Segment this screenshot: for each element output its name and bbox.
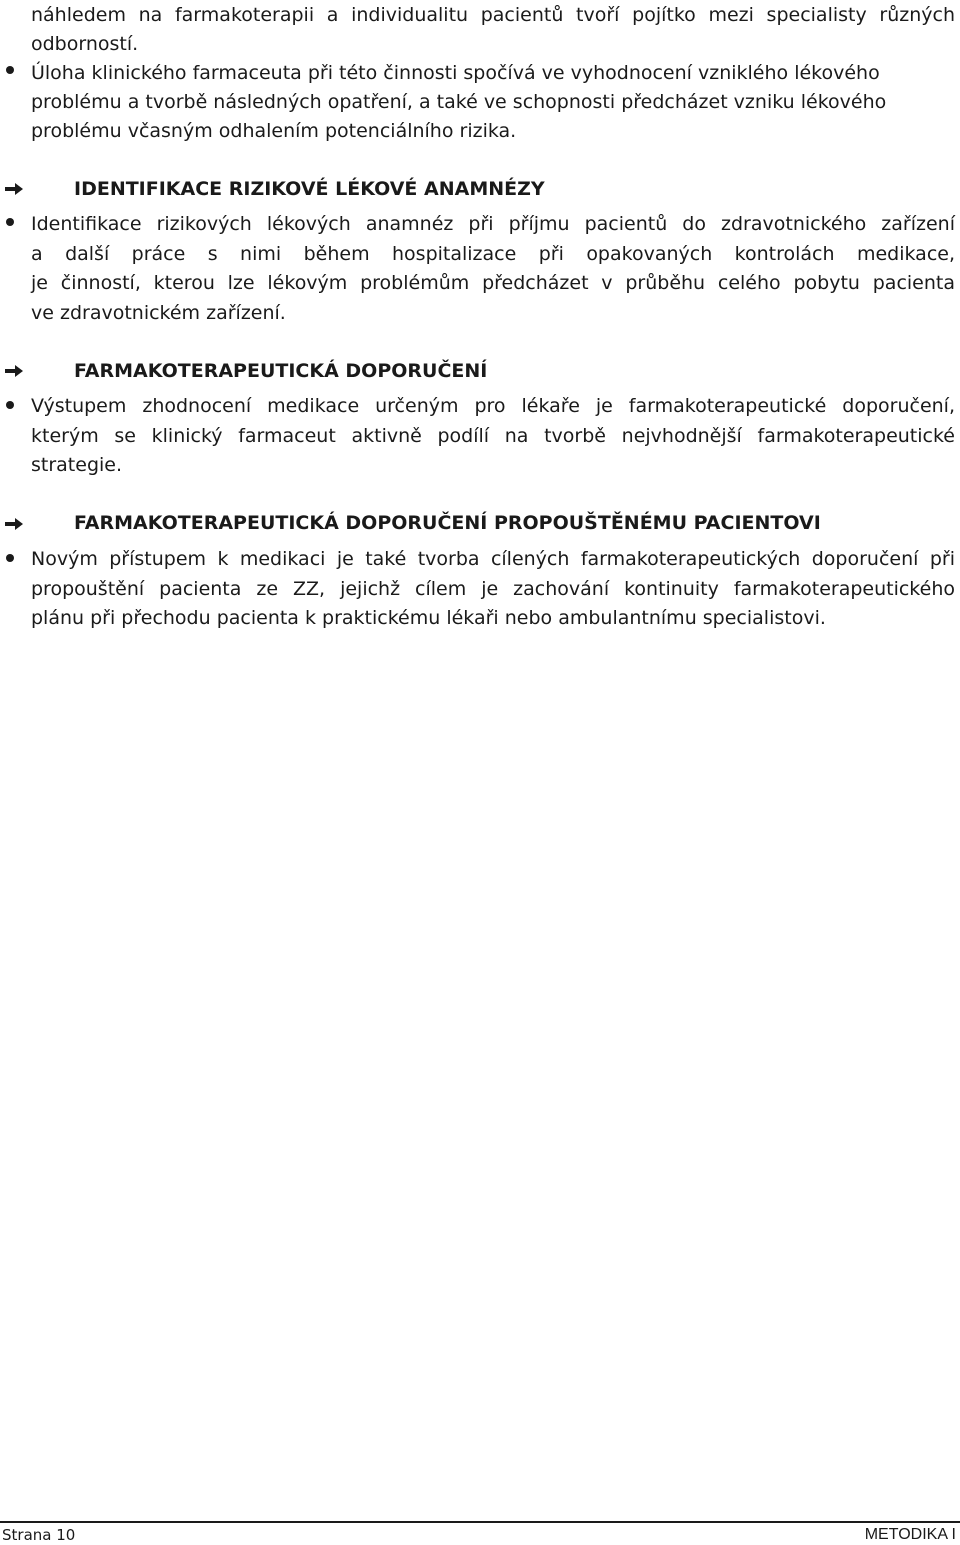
section-3-line-1: Novým přístupem k medikaci je také tvorba cílených farmakoterapeutických doporučení při [31,548,955,570]
section-2-line-1: Výstupem zhodnocení medikace určeným pro lékaře je farmakoterapeutické doporučení, [31,395,955,417]
arrow-right-icon [4,181,24,197]
section-heading-doporuceni: FARMAKOTERAPEUTICKÁ DOPORUČENÍ [74,360,488,382]
section-1-line-1: Identifikace rizikových lékových anamnéz při příjmu pacientů do zdravotnického zařízení [31,213,955,235]
section-1-line-4: ve zdravotnickém zařízení. [31,302,286,324]
page-number: Strana 10 [2,1526,76,1544]
bullet-dot [6,554,14,562]
bullet-intro-line-1: Úloha klinického farmaceuta při této činnosti spočívá ve vyhodnocení vzniklého lékového [31,62,880,84]
bullet-intro-line-2: problému a tvorbě následných opatření, a také ve schopnosti předcházet vzniku lékového [31,91,887,113]
section-heading-identifikace: IDENTIFIKACE RIZIKOVÉ LÉKOVÉ ANAMNÉZY [74,178,545,200]
bullet-dot [6,218,14,226]
arrow-right-icon [4,363,24,379]
section-3-line-3: plánu při přechodu pacienta k praktickému lékaři nebo ambulantnímu specialistovi. [31,607,826,629]
bullet-dot [6,401,14,409]
footer-rule [0,1521,960,1523]
bullet-dot [6,66,14,74]
intro-line-2: odborností. [31,33,139,55]
section-3-line-2: propouštění pacienta ze ZZ, jejichž cílem je zachování kontinuity farmakoterapeutického [31,578,955,600]
section-2-line-3: strategie. [31,454,123,476]
arrow-right-icon [4,516,24,532]
section-1-line-2: a další práce s nimi během hospitalizace při opakovaných kontrolách medikace, [31,243,955,265]
section-2-line-2: kterým se klinický farmaceut aktivně podílí na tvorbě nejvhodnější farmakoterapeutické [31,425,955,447]
section-1-line-3: je činností, kterou lze lékovým problémům předcházet v průběhu celého pobytu pacienta [31,272,955,294]
bullet-intro-line-3: problému včasným odhalením potenciálního rizika. [31,120,517,142]
publication-title: METODIKA I [864,1526,956,1543]
section-heading-propousteni: FARMAKOTERAPEUTICKÁ DOPORUČENÍ PROPOUŠTĚNÉMU PACIENTOVI [74,512,821,534]
intro-line-1: náhledem na farmakoterapii a individualitu pacientů tvoří pojítko mezi specialisty různých [31,4,955,26]
